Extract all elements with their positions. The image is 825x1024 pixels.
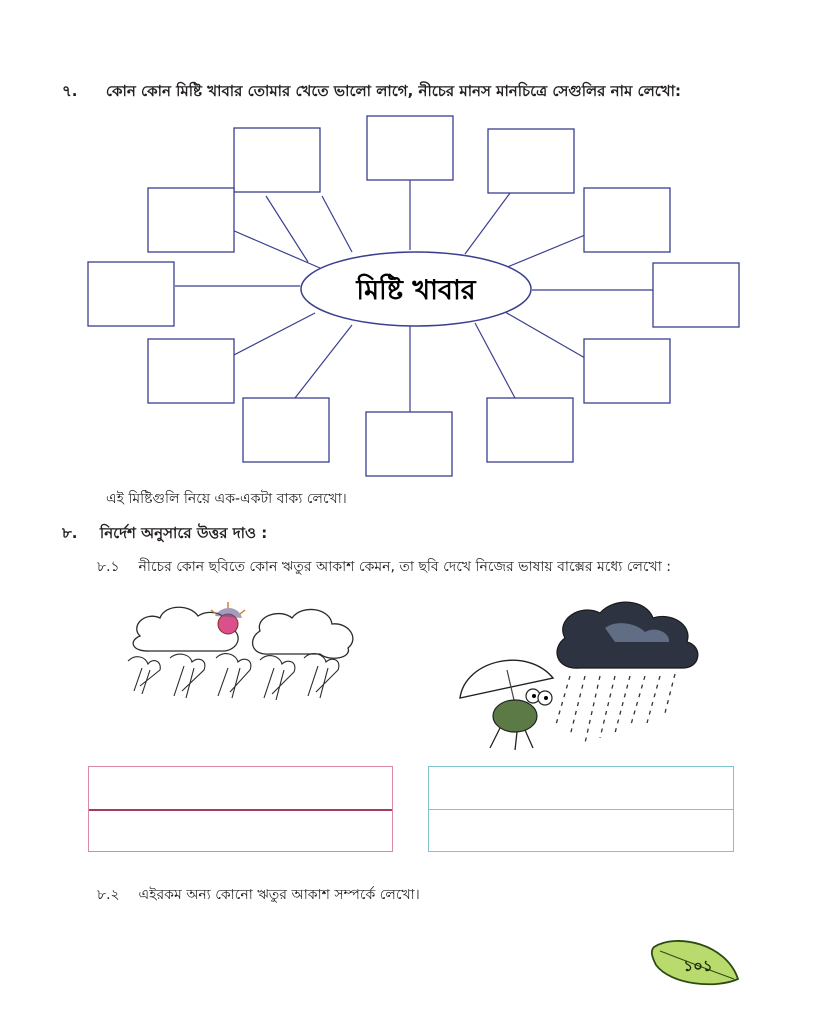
question-8-1-number: ৮.১: [97, 559, 120, 575]
question-7-follow-up: এই মিষ্টিগুলি নিয়ে এক-একটা বাক্য লেখো।: [106, 491, 347, 507]
question-8-2-number: ৮.২: [97, 887, 120, 903]
rainy-sky-illustration: [120, 596, 370, 716]
mind-map-box: [148, 188, 234, 252]
page-number: ১০১: [683, 957, 713, 975]
mind-map-box: [148, 339, 234, 403]
question-7-text: কোন কোন মিষ্টি খাবার তোমার খেতে ভালো লাগে, নীচের মানস মানচিত্রে সেগুলির নাম লেখো:: [105, 82, 681, 100]
mind-map-center-label: মিষ্টি খাবার: [356, 275, 476, 306]
mind-map-box: [366, 412, 452, 476]
connector-line: [266, 196, 308, 262]
question-8-text: নির্দেশ অনুসারে উত্তর দাও :: [99, 524, 268, 542]
connector-line: [505, 235, 585, 268]
question-8: [62, 522, 267, 547]
connector-line: [232, 230, 320, 268]
connector-line: [322, 196, 352, 252]
connector-line: [505, 312, 585, 358]
question-8-1: [97, 555, 671, 579]
mind-map-box: [584, 188, 670, 252]
question-7-number: ৭.: [62, 82, 78, 100]
connector-line: [465, 193, 510, 254]
mind-map-box: [234, 128, 320, 192]
connector-line: [475, 323, 515, 398]
answer-box-right-divider: [429, 809, 733, 810]
answer-box-left-divider: [89, 809, 392, 811]
monsoon-sky-illustration: [455, 598, 710, 758]
mind-map-box: [367, 116, 453, 180]
question-8-number: ৮.: [62, 524, 78, 542]
mind-map-box: [487, 398, 573, 462]
answer-box-left[interactable]: [88, 766, 393, 852]
question-8-2: [97, 883, 420, 907]
mind-map-box: [88, 262, 174, 326]
mind-map: [0, 0, 825, 480]
page-number-leaf: [646, 935, 746, 995]
question-8-1-text: নীচের কোন ছবিতে কোন ঋতুর আকাশ কেমন, তা ছবি দেখে নিজের ভাষায় বাক্সের মধ্যে লেখো :: [138, 559, 671, 575]
mind-map-box: [488, 129, 574, 193]
mind-map-box: [653, 263, 739, 327]
connector-line: [295, 325, 352, 398]
mind-map-box: [584, 339, 670, 403]
question-8-2-text: এইরকম অন্য কোনো ঋতুর আকাশ সম্পর্কে লেখো।: [138, 887, 420, 903]
answer-box-right[interactable]: [428, 766, 734, 852]
mind-map-box: [243, 398, 329, 462]
